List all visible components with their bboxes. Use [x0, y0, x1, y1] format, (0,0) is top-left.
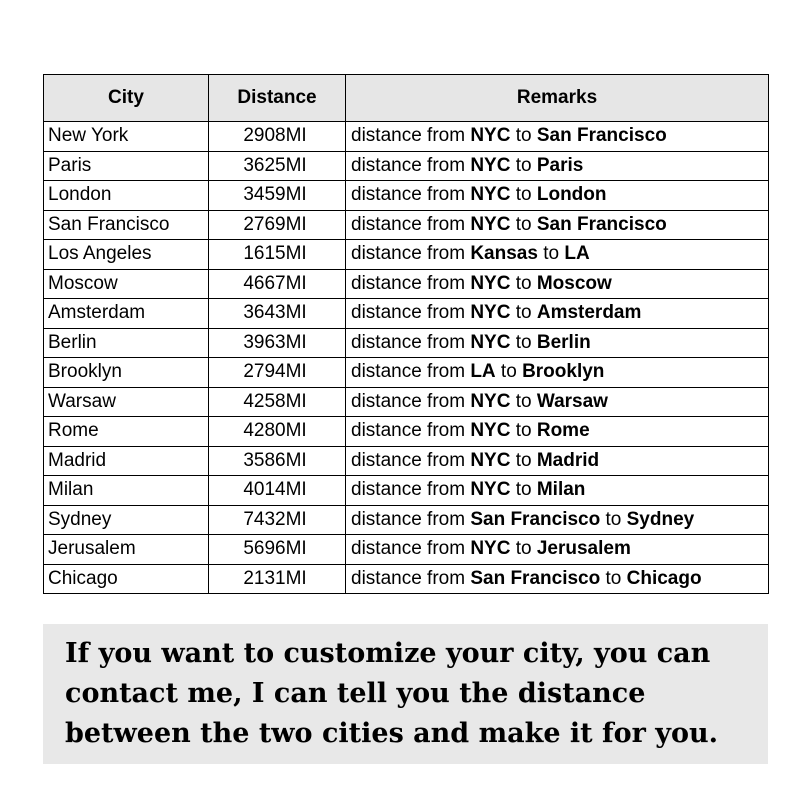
city-cell: Madrid [44, 446, 209, 476]
remarks-prefix: distance from [351, 390, 471, 412]
remarks-cell [346, 299, 769, 329]
remarks-origin: Kansas [470, 243, 538, 265]
city-cell: Moscow [44, 269, 209, 299]
remarks-destination: Berlin [536, 331, 591, 353]
remarks-prefix: distance from [351, 243, 471, 265]
remarks-origin: San Francisco [470, 567, 601, 589]
remarks-origin: San Francisco [470, 508, 601, 530]
remarks-origin: NYC [470, 538, 511, 560]
distance-cell: 1615MI [209, 240, 346, 270]
remarks-cell [346, 505, 769, 535]
remarks-to-word: to [510, 125, 537, 147]
remarks-cell [346, 269, 769, 299]
city-cell: Berlin [44, 328, 209, 358]
custom-city-note [43, 624, 768, 764]
distance-cell: 3586MI [209, 446, 346, 476]
remarks-origin: NYC [470, 184, 511, 206]
remarks-to-word: to [510, 479, 537, 501]
remarks-destination: Chicago [626, 567, 702, 589]
city-cell: Jerusalem [44, 535, 209, 565]
column-header-remarks: Remarks [346, 75, 769, 122]
remarks-prefix: distance from [351, 361, 471, 383]
table-row [44, 299, 769, 329]
remarks-destination: Jerusalem [536, 538, 631, 560]
remarks-prefix: distance from [351, 420, 471, 442]
table-body [44, 122, 769, 594]
remarks-prefix: distance from [351, 213, 471, 235]
remarks-cell [346, 358, 769, 388]
distance-cell: 4280MI [209, 417, 346, 447]
city-cell: San Francisco [44, 210, 209, 240]
table-row [44, 358, 769, 388]
distance-cell: 7432MI [209, 505, 346, 535]
remarks-to-word: to [510, 272, 537, 294]
distance-cell: 4014MI [209, 476, 346, 506]
distance-cell: 3643MI [209, 299, 346, 329]
remarks-cell [346, 476, 769, 506]
distance-cell: 4258MI [209, 387, 346, 417]
table-row [44, 151, 769, 181]
remarks-destination: Milan [536, 479, 586, 501]
city-cell: New York [44, 122, 209, 152]
remarks-prefix: distance from [351, 154, 471, 176]
remarks-destination: Rome [536, 420, 590, 442]
table-row [44, 476, 769, 506]
city-cell: Chicago [44, 564, 209, 594]
table-row [44, 505, 769, 535]
table-header-row [44, 75, 769, 122]
distance-table [43, 74, 769, 594]
remarks-to-word: to [600, 508, 627, 530]
remarks-cell [346, 151, 769, 181]
remarks-origin: NYC [470, 125, 511, 147]
distance-cell: 2769MI [209, 210, 346, 240]
remarks-prefix: distance from [351, 567, 471, 589]
remarks-prefix: distance from [351, 302, 471, 324]
remarks-cell [346, 240, 769, 270]
city-cell: Sydney [44, 505, 209, 535]
table-row [44, 446, 769, 476]
remarks-origin: NYC [470, 420, 511, 442]
remarks-to-word: to [510, 538, 537, 560]
table-row [44, 564, 769, 594]
remarks-origin: NYC [470, 449, 511, 471]
city-cell: Paris [44, 151, 209, 181]
note-text: If you want to customize your city, you can contact me, I can tell you the distance between the two cities and make it for you. [65, 638, 719, 749]
remarks-cell [346, 535, 769, 565]
remarks-cell [346, 564, 769, 594]
column-header-city: City [44, 75, 209, 122]
remarks-cell [346, 417, 769, 447]
remarks-to-word: to [510, 154, 537, 176]
city-cell: Brooklyn [44, 358, 209, 388]
remarks-origin: NYC [470, 302, 511, 324]
remarks-to-word: to [537, 243, 565, 265]
remarks-prefix: distance from [351, 272, 471, 294]
remarks-origin: NYC [470, 331, 511, 353]
distance-cell: 5696MI [209, 535, 346, 565]
remarks-cell [346, 387, 769, 417]
city-cell: Amsterdam [44, 299, 209, 329]
remarks-prefix: distance from [351, 184, 471, 206]
remarks-prefix: distance from [351, 125, 471, 147]
remarks-origin: NYC [470, 213, 511, 235]
remarks-destination: San Francisco [536, 125, 667, 147]
remarks-cell [346, 210, 769, 240]
distance-cell: 3963MI [209, 328, 346, 358]
remarks-prefix: distance from [351, 508, 471, 530]
table-row [44, 181, 769, 211]
remarks-to-word: to [510, 331, 537, 353]
remarks-to-word: to [510, 302, 537, 324]
table-row [44, 122, 769, 152]
remarks-to-word: to [495, 361, 523, 383]
city-cell: Rome [44, 417, 209, 447]
remarks-destination: Paris [536, 154, 584, 176]
table-row [44, 387, 769, 417]
city-cell: Milan [44, 476, 209, 506]
table-row [44, 269, 769, 299]
remarks-destination: Amsterdam [536, 302, 642, 324]
distance-cell: 2908MI [209, 122, 346, 152]
distance-cell: 2794MI [209, 358, 346, 388]
remarks-prefix: distance from [351, 331, 471, 353]
remarks-destination: London [536, 184, 607, 206]
remarks-to-word: to [510, 449, 537, 471]
distance-cell: 4667MI [209, 269, 346, 299]
city-cell: Warsaw [44, 387, 209, 417]
remarks-origin: NYC [470, 479, 511, 501]
remarks-cell [346, 181, 769, 211]
remarks-cell [346, 446, 769, 476]
distance-cell: 3459MI [209, 181, 346, 211]
remarks-origin: NYC [470, 154, 511, 176]
remarks-prefix: distance from [351, 479, 471, 501]
column-header-distance: Distance [209, 75, 346, 122]
remarks-destination: Sydney [626, 508, 695, 530]
city-cell: Los Angeles [44, 240, 209, 270]
remarks-to-word: to [510, 390, 537, 412]
city-cell: London [44, 181, 209, 211]
remarks-origin: LA [470, 361, 496, 383]
table-row [44, 328, 769, 358]
remarks-to-word: to [510, 213, 537, 235]
table-row [44, 240, 769, 270]
remarks-origin: NYC [470, 390, 511, 412]
remarks-destination: Warsaw [536, 390, 608, 412]
remarks-prefix: distance from [351, 538, 471, 560]
remarks-to-word: to [510, 420, 537, 442]
remarks-destination: San Francisco [536, 213, 667, 235]
remarks-destination: Madrid [536, 449, 600, 471]
remarks-prefix: distance from [351, 449, 471, 471]
remarks-origin: NYC [470, 272, 511, 294]
remarks-to-word: to [600, 567, 627, 589]
remarks-destination: Brooklyn [522, 361, 605, 383]
table-row [44, 535, 769, 565]
table-row [44, 210, 769, 240]
distance-cell: 3625MI [209, 151, 346, 181]
remarks-to-word: to [510, 184, 537, 206]
remarks-destination: Moscow [536, 272, 612, 294]
remarks-cell [346, 328, 769, 358]
table-row [44, 417, 769, 447]
distance-cell: 2131MI [209, 564, 346, 594]
remarks-destination: LA [564, 243, 590, 265]
remarks-cell [346, 122, 769, 152]
